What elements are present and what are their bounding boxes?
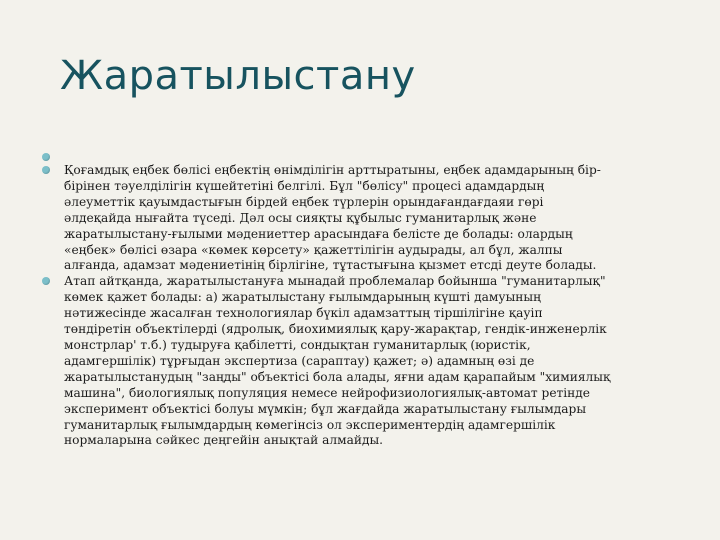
bullet-item-empty (42, 152, 682, 163)
bullet-list (42, 152, 682, 449)
bullet-dot-icon (42, 277, 50, 285)
bullet-item-labor-division (42, 163, 682, 274)
bullet-text: Қоғамдық еңбек бөлісі еңбектің өнімділігін арттыратыны, еңбек адамдарының бір- бірінен тәуелділігін күшейтетіні белгілі. Бұл "бөлісу" процесі адамдардың әлеуметтік қауымдастығын бірдей еңбек түрлерін орындағандағдаяи гөрі әлдеқайда нығайта түседі. Дәл осы сияқты құбылыс гуманитарлық және жаратылыстану-ғылыми мәдениеттер арасындаға белісте де болады: олардың «еңбек» бөлісі өзара «көмек көрсету» қажеттілігін аудырады, ал бұл, жалпы алғанда, адамзат мәдениетінің бірлігіне, тұтастығына қызмет етсді деуте болады. (64, 163, 601, 273)
bullet-dot-icon (42, 166, 50, 174)
slide-title: Жаратылыстану (60, 53, 416, 99)
bullet-item-humanitarian-help (42, 274, 682, 449)
bullet-dot-icon (42, 153, 50, 161)
bullet-text: Атап айтқанда, жаратылыстануға мынадай проблемалар бойынша "гуманитарлық" көмек қажет болады: а) жаратылыстану ғылымдарының күшті дамуының нәтижесінде жасалған технологиялар бүкіл адамзаттың тіршілігіне қауіп төндіретін объектілерді (ядролық, биохимиялық қару-жарақтар, гендік-инженерлік монстрлар' т.б.) тудыруға қабілетті, сондықтан гуманитарлық (юристік, адамгершілік) тұрғыдан экспертиза (сараптау) қажет; ә) адамның өзі де жаратылыстанудың "заңды" объектісі бола алады, яғни адам қарапайым "химиялық машина", биологиялық популяция немесе нейрофизиологиялық-автомат ретінде эксперимент объектісі болуы мүмкін; бұл жағдайда жаратылыстану ғылымдары гуманитарлық ғылымдардың көмегінсіз ол экспериментердің адамгершілік нормаларына сәйкес деңгейін анықтай алмайды. (64, 274, 611, 448)
